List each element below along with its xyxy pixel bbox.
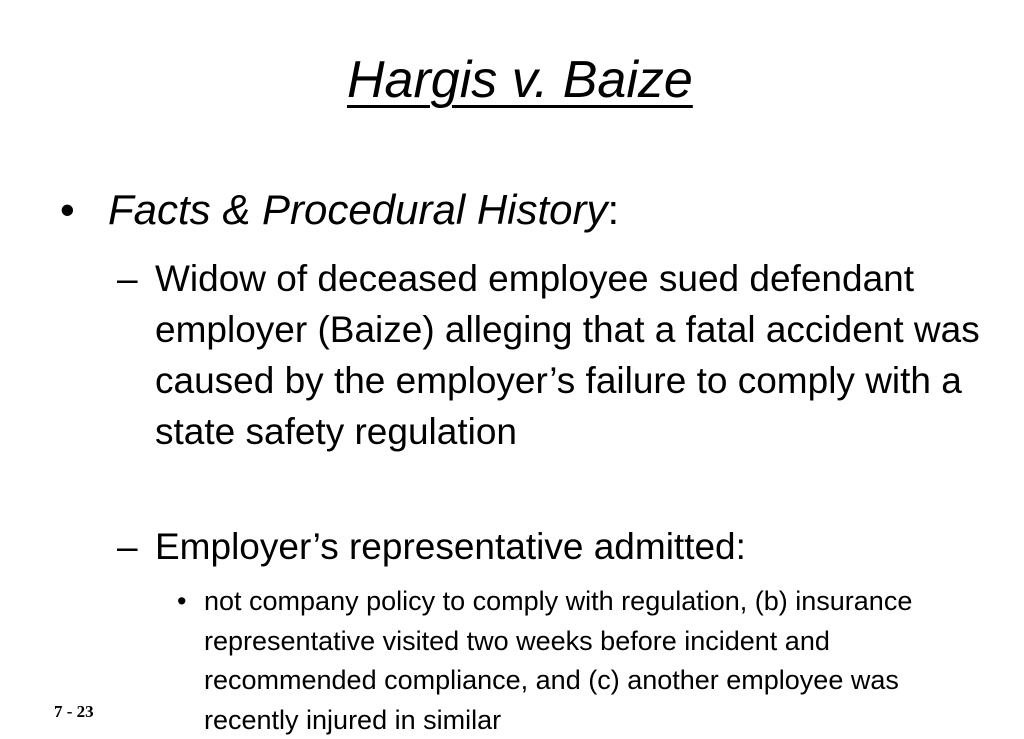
heading-colon: : (607, 186, 620, 233)
subpoint-representative-admitted (117, 521, 997, 572)
heading-bullet-item (60, 184, 619, 236)
subpoint-text: Widow of deceased employee sued defendant employer (Baize) alleging that a fatal accident was caused by the employer’s failure to comply with a state safety regulation (155, 258, 980, 452)
bullet-icon: • (60, 186, 75, 233)
dash-marker: – (117, 526, 138, 567)
bullet-icon: • (177, 586, 187, 616)
slide-number: 7 - 23 (54, 702, 94, 721)
dash-marker: – (117, 258, 138, 299)
subsubpoint-admissions (177, 582, 977, 739)
slide-title: Hargis v. Baize (347, 51, 693, 109)
subpoint-widow-lawsuit (117, 253, 997, 457)
subpoint-text: Employer’s representative admitted: (155, 526, 746, 567)
subsubpoint-text: not company policy to comply with regulation, (b) insurance representative visited two weeks before incident and recommended compliance, and (c) another employee was recently injured in similar (204, 586, 913, 735)
heading-text: Facts & Procedural History (108, 186, 608, 233)
